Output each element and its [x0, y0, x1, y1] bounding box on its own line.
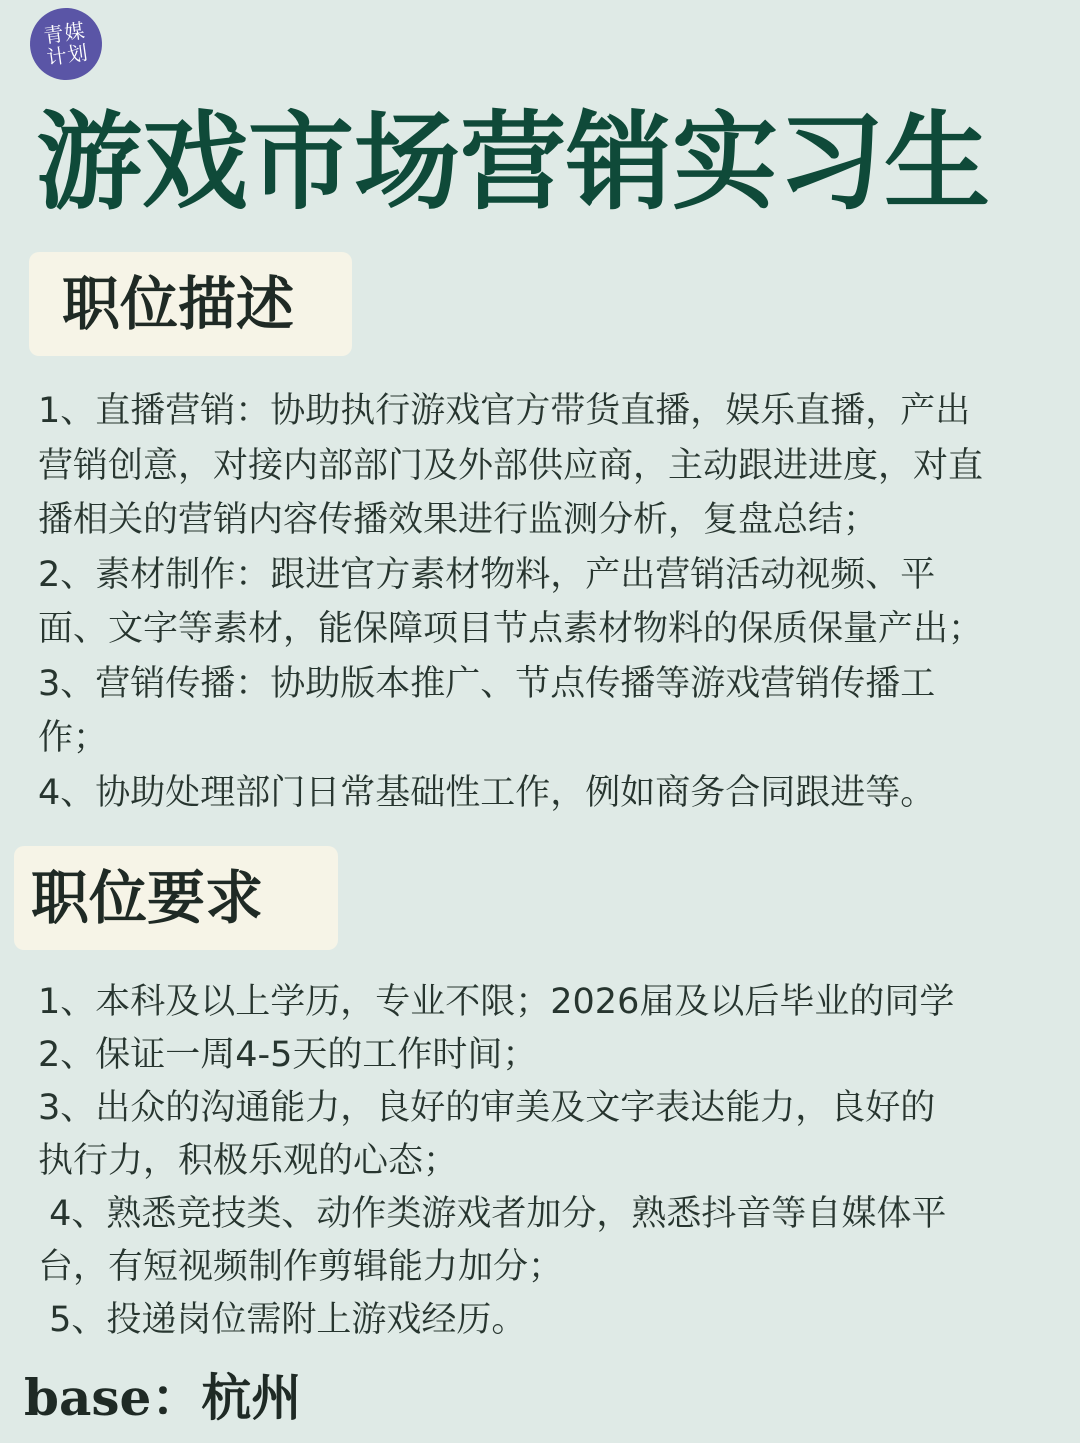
- job-description-line: 播相关的营销内容传播效果进行监测分析，复盘总结；: [38, 500, 879, 540]
- job-description-line: 作；: [38, 718, 109, 758]
- job-requirements-line: 3、出众的沟通能力，良好的审美及文字表达能力，良好的: [38, 1088, 936, 1128]
- job-description-tag: [29, 252, 352, 356]
- job-description-heading: 职位描述: [62, 270, 295, 338]
- work-location: base：杭州: [24, 1368, 302, 1427]
- job-requirements-line: 2、保证一周4-5天的工作时间；: [38, 1035, 538, 1075]
- logo-text-line1: 青媒: [42, 18, 87, 48]
- job-requirements-line: 执行力，积极乐观的心态；: [38, 1141, 459, 1181]
- logo-text-line2: 计划: [45, 40, 90, 70]
- job-requirements-line: 5、投递岗位需附上游戏经历。: [38, 1300, 527, 1340]
- job-requirements-line: 1、本科及以上学历，专业不限；2026届及以后毕业的同学: [38, 982, 955, 1022]
- job-requirements-text: [38, 976, 954, 1347]
- job-description-line: 面、文字等素材，能保障项目节点素材物料的保质保量产出；: [38, 609, 984, 649]
- page-title: 游戏市场营销实习生: [36, 99, 990, 224]
- brand-logo: [25, 3, 106, 84]
- job-description-line: 2、素材制作：跟进官方素材物料，产出营销活动视频、平: [38, 554, 936, 595]
- job-description-line: 1、直播营销：协助执行游戏官方带货直播，娱乐直播，产出: [38, 391, 971, 431]
- job-requirements-line: 4、熟悉竞技类、动作类游戏者加分，熟悉抖音等自媒体平: [38, 1194, 947, 1234]
- job-description-line: 3、营销传播：协助版本推广、节点传播等游戏营销传播工: [38, 663, 936, 704]
- job-requirements-line: 台，有短视频制作剪辑能力加分；: [38, 1247, 564, 1287]
- job-requirements-heading: 职位要求: [31, 864, 264, 932]
- job-description-text: [38, 384, 983, 820]
- job-description-line: 营销创意，对接内部部门及外部供应商，主动跟进进度，对直: [38, 445, 984, 486]
- job-description-line: 4、协助处理部门日常基础性工作，例如商务合同跟进等。: [38, 772, 936, 813]
- job-requirements-tag: [14, 846, 338, 950]
